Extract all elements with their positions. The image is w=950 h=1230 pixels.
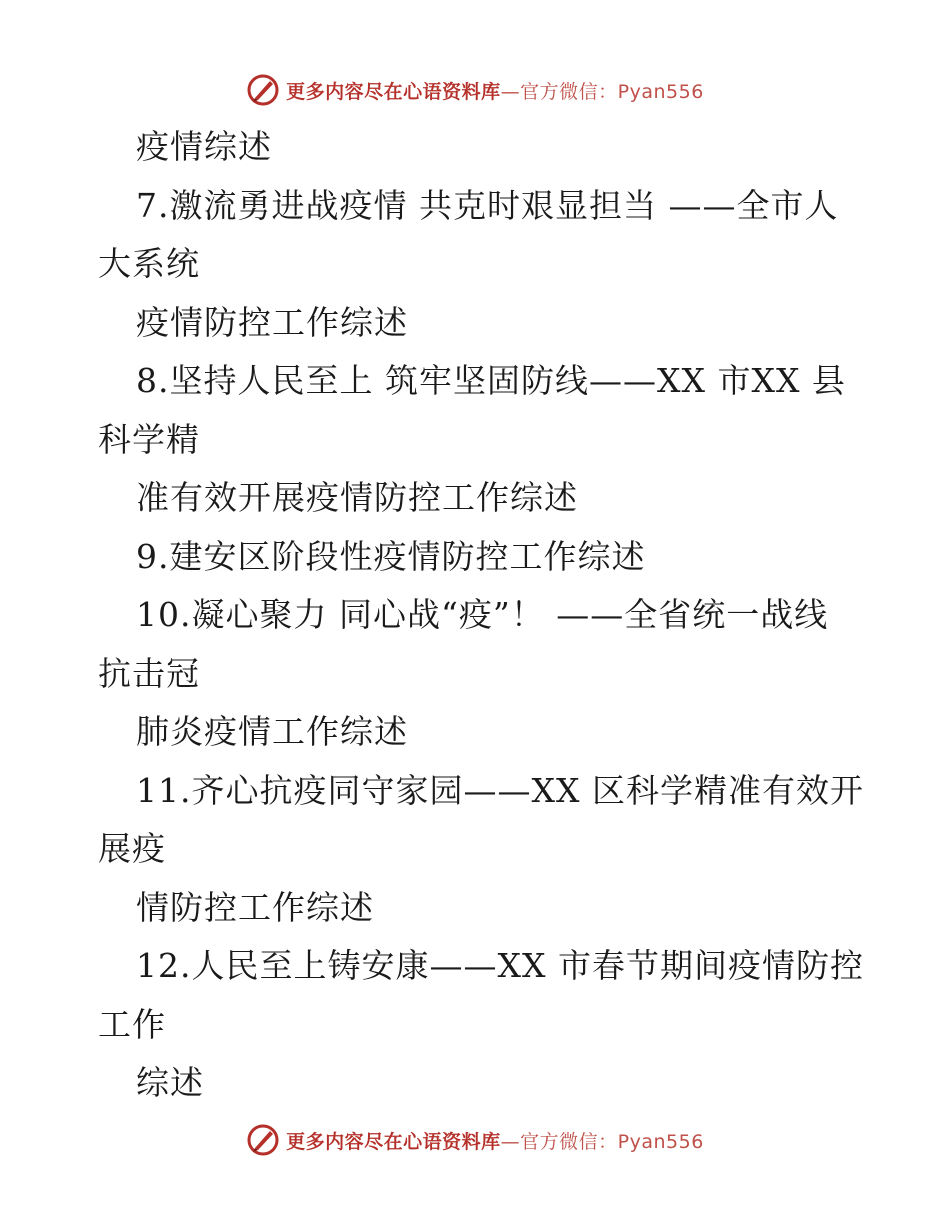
document-line: 准有效开展疫情防控工作综述 xyxy=(136,478,578,517)
footer-banner-main: 更多内容尽在心语资料库 xyxy=(286,1130,501,1153)
document-line: 抗击冠 xyxy=(98,653,200,693)
footer-banner-sub: —官方微信：Pyan556 xyxy=(500,1130,704,1153)
document-line: 大系统 xyxy=(98,244,200,283)
document-line: 科学精 xyxy=(98,419,200,459)
quill-pen-logo-icon xyxy=(246,1123,280,1157)
document-line: 情防控工作综述 xyxy=(136,887,374,927)
document-line: 工作 xyxy=(98,1004,166,1044)
document-line: 疫情防控工作综述 xyxy=(136,302,408,342)
document-line: 10.凝心聚力 同心战“疫”！ ——全省统一战线 xyxy=(136,595,829,634)
document-line: 9.建安区阶段性疫情防控工作综述 xyxy=(136,536,646,576)
document-line: 疫情综述 xyxy=(136,127,272,166)
document-body xyxy=(98,118,864,1113)
document-line: 肺炎疫情工作综述 xyxy=(136,712,408,751)
header-banner-text xyxy=(286,77,704,104)
document-line: 11.齐心抗疫同守家园——XX 区科学精准有效开 xyxy=(136,770,864,810)
footer-banner-text xyxy=(286,1127,704,1154)
quill-pen-logo-icon xyxy=(246,73,280,107)
header-banner-sub: —官方微信：Pyan556 xyxy=(500,80,704,103)
footer-banner xyxy=(0,1120,950,1160)
document-line: 展疫 xyxy=(98,829,166,868)
document-line: 7.激流勇进战疫情 共克时艰显担当 ——全市人 xyxy=(136,185,839,225)
document-line: 综述 xyxy=(136,1063,204,1102)
header-banner-main: 更多内容尽在心语资料库 xyxy=(286,80,501,103)
document-line: 8.坚持人民至上 筑牢坚固防线——XX 市XX 县 xyxy=(136,361,846,400)
header-banner xyxy=(0,70,950,110)
document-line: 12.人民至上铸安康——XX 市春节期间疫情防控 xyxy=(136,946,864,985)
